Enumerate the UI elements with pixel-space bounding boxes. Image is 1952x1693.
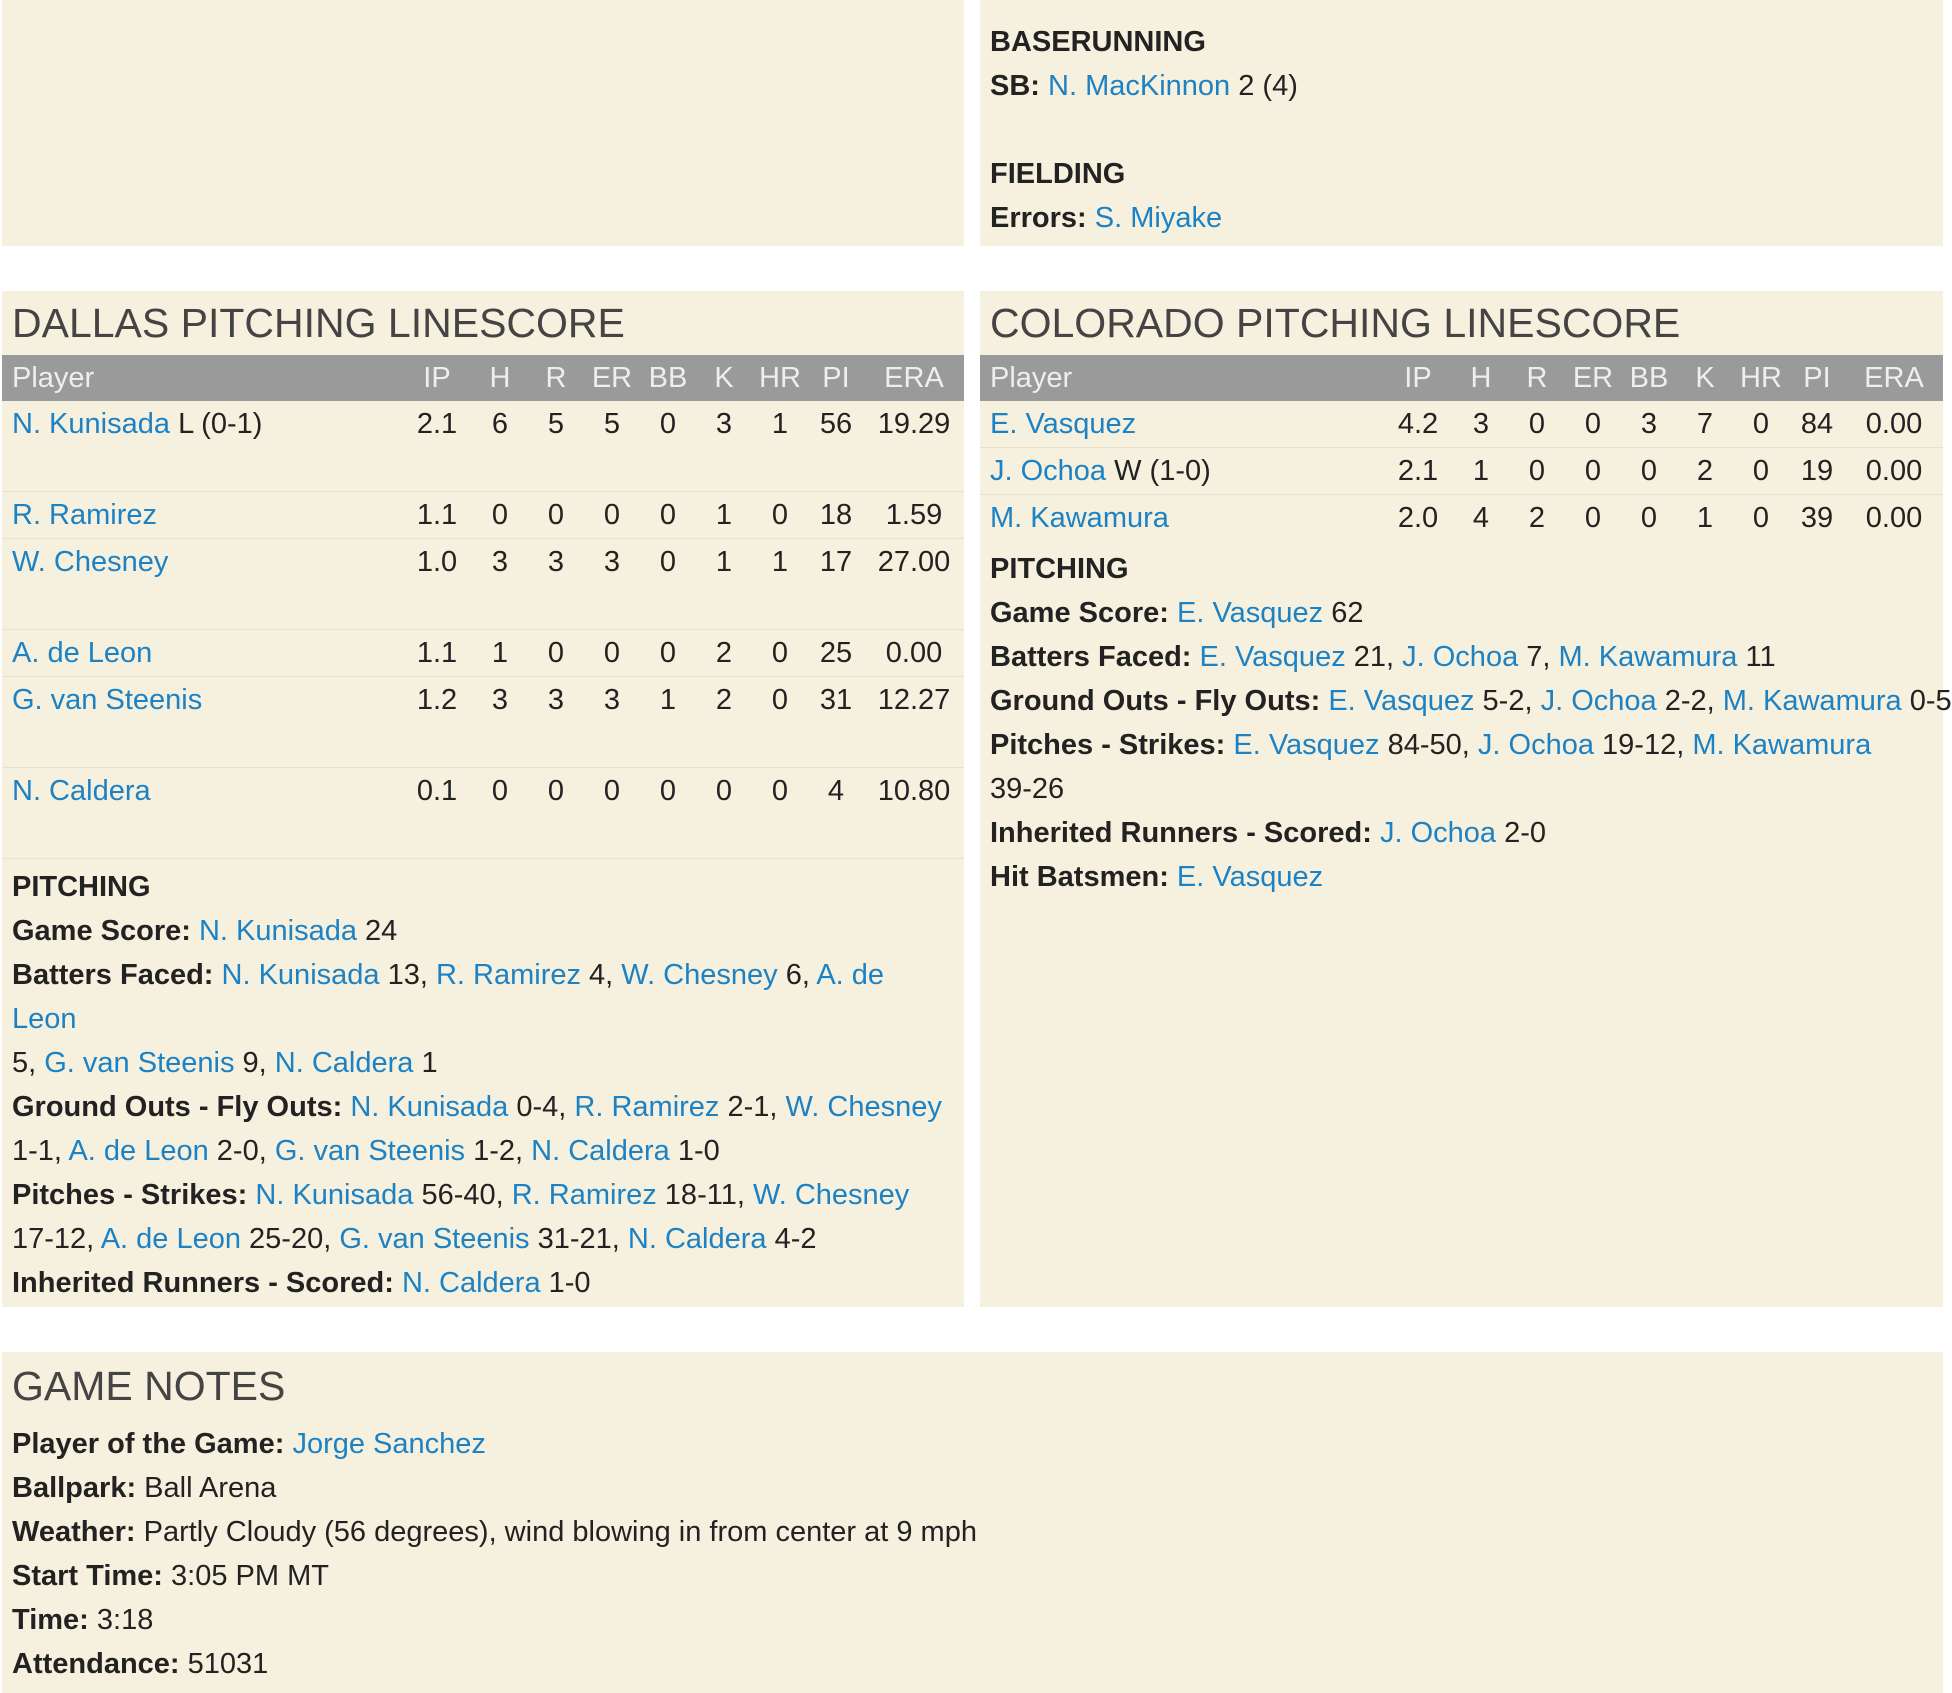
weather-line: Weather: Partly Cloudy (56 degrees), wind blowing in from center at 9 mph (12, 1516, 977, 1548)
stat-cell: 0 (1509, 401, 1565, 448)
stat-cell: 0.1 (402, 768, 472, 859)
stat-cell: 31 (808, 677, 864, 768)
table-row (2, 401, 964, 492)
stat-cell: 4 (1472, 502, 1490, 534)
stat-cell: 0 (1752, 502, 1770, 534)
stat-cell: 1.1 (402, 630, 472, 677)
player-link[interactable]: E. Vasquez (1176, 597, 1324, 629)
game-notes-title: GAME NOTES (12, 1363, 286, 1409)
table-row (980, 495, 1943, 542)
stat-cell: 0 (1733, 401, 1789, 448)
player-link[interactable]: M. Kawamura (990, 502, 1169, 534)
player-link[interactable]: G. van Steenis (339, 1223, 530, 1255)
stat-cell: 0.00 (1865, 502, 1923, 534)
player-link[interactable]: N. Kunisada (221, 959, 380, 991)
stat-cell: 3 (1621, 401, 1677, 448)
stat-cell: 4.2 (1383, 401, 1453, 448)
stat-cell: 2 (696, 630, 752, 677)
player-link[interactable]: R. Ramirez (435, 959, 581, 991)
table-row (2, 677, 964, 768)
stat-cell: 84 (1789, 401, 1845, 448)
stat-cell: 3 (584, 677, 640, 768)
stat-cell: 0 (640, 768, 696, 859)
player-link[interactable]: W. Chesney (785, 1091, 942, 1123)
table-header-row: Player IP H R ER BB K HR PI ERA (2, 355, 964, 401)
table-row (2, 539, 964, 630)
stat-cell: 1 (752, 401, 808, 492)
player-link[interactable]: E. Vasquez (990, 408, 1137, 440)
player-link[interactable]: J. Ochoa (990, 455, 1107, 487)
stat-cell: 0 (472, 492, 528, 539)
sb-line: SB: N. MacKinnon 2 (4) (990, 70, 1298, 102)
game-time-line: Time: 3:18 (12, 1604, 154, 1636)
stat-cell: 0 (640, 539, 696, 630)
stat-cell: 5 (584, 401, 640, 492)
dallas-pitching-panel (2, 291, 964, 1307)
stat-cell: 0 (640, 492, 696, 539)
stat-cell: 25 (808, 630, 864, 677)
stat-cell: 3 (528, 677, 584, 768)
stat-cell: 5 (528, 401, 584, 492)
stat-cell: 2.1 (1383, 448, 1453, 495)
stat-cell: 0 (584, 630, 640, 677)
top-left-panel (2, 0, 964, 246)
start-time-line: Start Time: 3:05 PM MT (12, 1560, 329, 1592)
stat-cell: 18 (808, 492, 864, 539)
go-fo-line: Ground Outs - Fly Outs: E. Vasquez 5-2, J. Ochoa 2-2, M. Kawamura 0-5 (990, 685, 1952, 717)
game-notes-panel (2, 1352, 1943, 1693)
stat-cell: 0 (696, 768, 752, 859)
stat-cell: 3 (528, 539, 584, 630)
stat-cell: 2.0 (1397, 502, 1439, 534)
player-link[interactable]: R. Ramirez (574, 1091, 720, 1123)
player-link[interactable]: G. van Steenis (274, 1135, 466, 1167)
player-link[interactable]: R. Ramirez (511, 1179, 657, 1211)
stat-cell: 0 (1733, 448, 1789, 495)
stat-cell: 0 (752, 630, 808, 677)
colorado-pitching-panel (980, 291, 1952, 1307)
game-score-line: Game Score: N. Kunisada 24 (12, 915, 398, 947)
player-link[interactable]: A. de Leon (68, 1135, 209, 1167)
errors-line: Errors: S. Miyake (990, 202, 1223, 234)
dallas-pitching-notes (2, 865, 964, 1305)
stat-cell: 12.27 (864, 677, 964, 768)
table-row (980, 448, 1943, 495)
hit-batsmen-line: Hit Batsmen: E. Vasquez (990, 861, 1324, 893)
game-score-line: Game Score: E. Vasquez 62 (990, 597, 1364, 629)
stat-cell: 0 (1509, 448, 1565, 495)
player-link[interactable]: N. Kunisada (350, 1091, 509, 1123)
player-link[interactable]: N. Kunisada (255, 1179, 414, 1211)
stat-cell: 3 (696, 401, 752, 492)
colorado-pitching-notes (980, 547, 1952, 899)
player-link[interactable]: R. Ramirez (12, 499, 158, 531)
stat-cell: 6 (472, 401, 528, 492)
table-row (2, 492, 964, 539)
player-link[interactable]: W. Chesney (12, 546, 169, 578)
inherited-runners-line: Inherited Runners - Scored: J. Ochoa 2-0 (990, 817, 1546, 849)
baserunning-fielding-panel (980, 0, 1943, 246)
player-link[interactable]: E. Vasquez (1199, 641, 1346, 673)
stat-cell: 3 (472, 539, 528, 630)
stat-cell: 0 (1584, 502, 1602, 534)
stat-cell: 0 (752, 492, 808, 539)
stat-cell: 0.00 (1845, 401, 1943, 448)
stat-cell: 0 (528, 768, 584, 859)
decision: L (0-1) (178, 408, 263, 440)
baserunning-heading: BASERUNNING (990, 26, 1206, 58)
stat-cell: 3 (472, 677, 528, 768)
player-link[interactable]: S. Miyake (1094, 202, 1223, 234)
stat-cell: 1 (696, 492, 752, 539)
stat-cell: 1 (640, 677, 696, 768)
stat-cell: 3 (1453, 401, 1509, 448)
inherited-runners-line: Inherited Runners - Scored: N. Caldera 1-0 (12, 1267, 591, 1299)
colorado-linescore-table (980, 355, 1943, 541)
decision: W (1-0) (1114, 455, 1211, 487)
player-of-game-line: Player of the Game: Jorge Sanchez (12, 1428, 486, 1460)
stat-cell: 0 (528, 492, 584, 539)
stat-cell: 1.59 (864, 492, 964, 539)
stat-cell: 17 (808, 539, 864, 630)
player-link[interactable]: E. Vasquez (1328, 685, 1475, 717)
stat-cell: 0 (1565, 401, 1621, 448)
stat-cell: 19.29 (864, 401, 964, 492)
player-link[interactable]: N. Kunisada (12, 408, 170, 440)
table-header-row: Player IP H R ER BB K HR PI ERA (980, 355, 1943, 401)
stat-cell: 4 (808, 768, 864, 859)
player-link[interactable]: W. Chesney (621, 959, 778, 991)
stat-cell: 0 (584, 492, 640, 539)
batters-faced-line: Batters Faced: N. Kunisada 13, R. Ramirez 4, W. Chesney 6, A. de Leon 5, G. van Steenis 9, N. Caldera 1 (12, 959, 885, 1079)
player-link[interactable]: N. MacKinnon (1048, 70, 1231, 102)
stat-cell: 1.2 (402, 677, 472, 768)
ballpark-line: Ballpark: Ball Arena (12, 1472, 277, 1504)
stat-cell: 0.00 (864, 630, 964, 677)
player-link[interactable]: N. Caldera (274, 1047, 414, 1079)
stat-cell: 39 (1800, 502, 1834, 534)
stat-cell: 0 (1565, 448, 1621, 495)
player-link[interactable]: N. Caldera (531, 1135, 670, 1167)
player-link[interactable]: G. van Steenis (12, 684, 203, 716)
table-row (980, 401, 1943, 448)
stat-cell: 0 (472, 768, 528, 859)
stat-cell: 56 (808, 401, 864, 492)
player-link[interactable]: A. de Leon (12, 637, 153, 669)
fielding-heading: FIELDING (990, 158, 1126, 190)
pitches-strikes-line: Pitches - Strikes: E. Vasquez 84-50, J. Ochoa 19-12, M. Kawamura 39-26 (990, 729, 1872, 805)
dallas-title: DALLAS PITCHING LINESCORE (12, 300, 625, 346)
stat-cell: 0 (752, 677, 808, 768)
player-link[interactable]: J. Ochoa (1402, 641, 1519, 673)
stat-cell: 1 (696, 539, 752, 630)
stat-cell: 1 (1453, 448, 1509, 495)
pitching-heading: PITCHING (12, 871, 151, 903)
player-link[interactable]: J. Ochoa (1540, 685, 1657, 717)
player-link[interactable]: N. Kunisada (198, 915, 357, 947)
attendance-line: Attendance: 51031 (12, 1648, 269, 1680)
stat-cell: 1.1 (402, 492, 472, 539)
player-link[interactable]: A. de Leon (12, 959, 885, 1035)
stat-cell: 0 (752, 768, 808, 859)
pitching-heading: PITCHING (990, 553, 1129, 585)
stat-cell: 0.00 (1845, 448, 1943, 495)
stat-cell: 7 (1677, 401, 1733, 448)
stat-cell: 0 (1621, 448, 1677, 495)
stat-cell: 10.80 (864, 768, 964, 859)
player-link[interactable]: M. Kawamura (1558, 641, 1738, 673)
stat-cell: 0 (528, 630, 584, 677)
pitches-strikes-line: Pitches - Strikes: N. Kunisada 56-40, R. Ramirez 18-11, W. Chesney 17-12, A. de Leon 25-20, G. van Steenis 31-21, N. Caldera 4-2 (12, 1179, 910, 1255)
table-row (2, 630, 964, 677)
player-link[interactable]: W. Chesney (752, 1179, 910, 1211)
stat-cell: 0 (1640, 502, 1658, 534)
go-fo-line: Ground Outs - Fly Outs: N. Kunisada 0-4, R. Ramirez 2-1, W. Chesney 1-1, A. de Leon 2-0, G. van Steenis 1-2, N. Caldera 1-0 (12, 1091, 942, 1167)
colorado-title: COLORADO PITCHING LINESCORE (990, 300, 1681, 346)
dallas-linescore-table (2, 355, 964, 859)
player-link[interactable]: E. Vasquez (1176, 861, 1324, 893)
stat-cell: 1 (1696, 502, 1714, 534)
stat-cell: 1.0 (402, 539, 472, 630)
player-link[interactable]: J. Ochoa (1477, 729, 1594, 761)
stat-cell: 0 (640, 630, 696, 677)
player-link[interactable]: G. van Steenis (44, 1047, 235, 1079)
player-link[interactable]: J. Ochoa (1379, 817, 1497, 849)
player-link[interactable]: Jorge Sanchez (292, 1428, 486, 1460)
stat-cell: 19 (1789, 448, 1845, 495)
stat-cell: 1 (752, 539, 808, 630)
stat-cell: 3 (584, 539, 640, 630)
player-link[interactable]: N. Caldera (12, 775, 151, 807)
player-link[interactable]: A. de Leon (100, 1223, 241, 1255)
player-link[interactable]: N. Caldera (627, 1223, 767, 1255)
player-link[interactable]: M. Kawamura (1692, 729, 1872, 761)
stat-cell: 0 (584, 768, 640, 859)
stat-cell: 0 (640, 401, 696, 492)
stat-cell: 2 (696, 677, 752, 768)
player-link[interactable]: E. Vasquez (1233, 729, 1380, 761)
player-link[interactable]: M. Kawamura (1722, 685, 1902, 717)
stat-cell: 2.1 (402, 401, 472, 492)
batters-faced-line: Batters Faced: E. Vasquez 21, J. Ochoa 7, M. Kawamura 11 (990, 641, 1776, 673)
player-link[interactable]: N. Caldera (401, 1267, 541, 1299)
table-row (2, 768, 964, 859)
stat-cell: 27.00 (864, 539, 964, 630)
stat-cell: 2 (1528, 502, 1546, 534)
stat-cell: 1 (472, 630, 528, 677)
stat-cell: 2 (1677, 448, 1733, 495)
